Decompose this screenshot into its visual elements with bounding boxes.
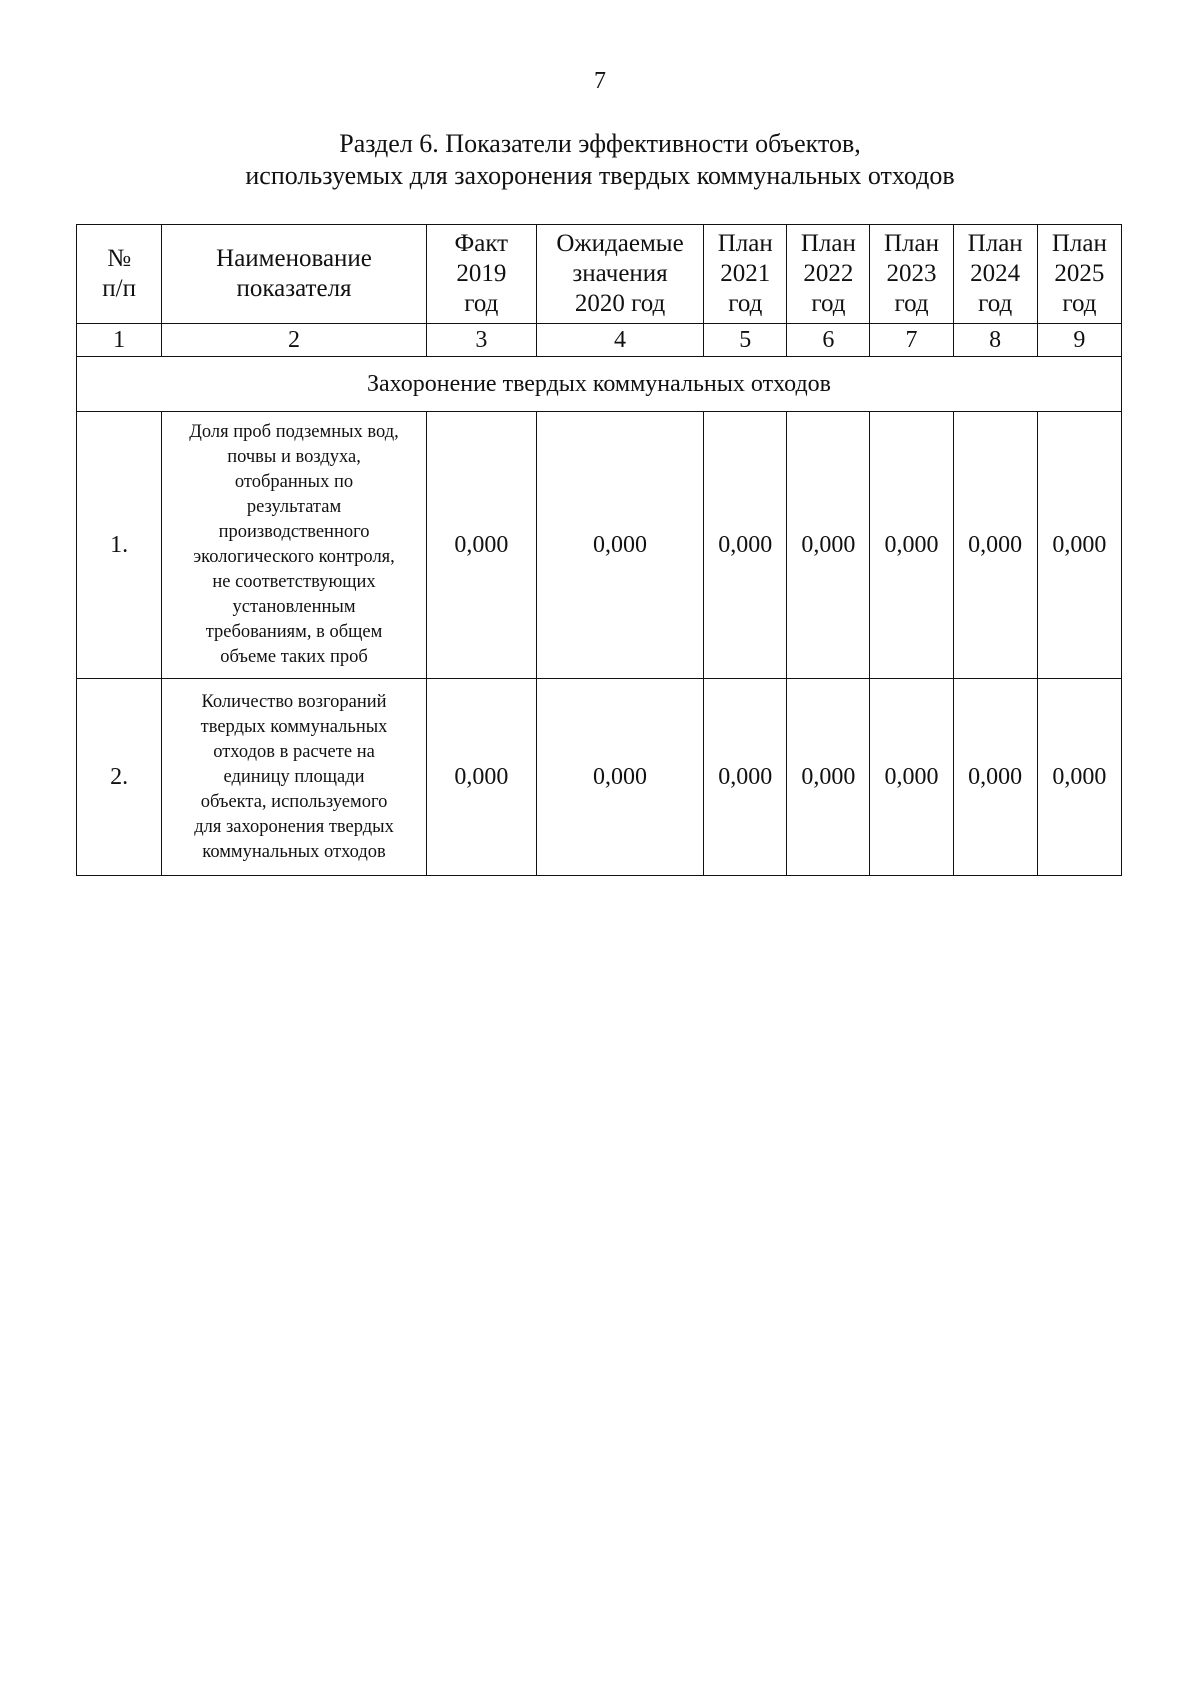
header-row [77,225,1122,324]
value-plan-2024: 0,000 [953,412,1037,679]
value-plan-2021: 0,000 [704,412,787,679]
indicators-table [76,224,1122,876]
row-number: 1. [77,412,162,679]
column-number: 4 [536,324,703,357]
indicator-name [162,412,426,679]
group-label: Захоронение твердых коммунальных отходов [77,357,1122,412]
indicator-name-line: Количество возгораний [201,691,387,712]
indicator-name-line: требованиям, в общем [205,622,383,642]
header-cell-plan-2024: План 2024 год [953,225,1037,324]
indicator-name-line: результатам [246,497,342,517]
section-title-line-1: Раздел 6. Показатели эффективности объектов, [339,129,861,158]
value-plan-2023: 0,000 [870,412,953,679]
column-number-row [77,324,1122,357]
indicator-name-line: отходов в расчете на [213,741,375,762]
value-plan-2022: 0,000 [787,679,870,876]
indicator-name-line: почвы и воздуха, [227,447,361,467]
column-number: 8 [953,324,1037,357]
indicator-name-line: Доля проб подземных вод, [189,422,399,442]
value-plan-2025: 0,000 [1037,679,1121,876]
value-plan-2025: 0,000 [1037,412,1121,679]
header-cell-plan-2023: План 2023 год [870,225,953,324]
indicator-name-line: объеме таких проб [220,647,368,667]
indicator-name-line: для захоронения твердых [194,816,394,837]
value-fact-2019: 0,000 [426,679,536,876]
value-expected-2020: 0,000 [536,679,703,876]
value-expected-2020: 0,000 [536,412,703,679]
indicator-name-line: не соответствующих [212,572,376,592]
header-cell-plan-2022: План 2022 год [787,225,870,324]
column-number: 6 [787,324,870,357]
value-fact-2019: 0,000 [426,412,536,679]
indicator-name-line: твердых коммунальных [200,716,388,737]
header-cell-fact-2019: Факт 2019 год [426,225,536,324]
indicator-name-line: коммунальных отходов [202,841,386,862]
indicator-name-line: производственного [218,522,370,542]
value-plan-2024: 0,000 [953,679,1037,876]
header-cell-name: Наименование показателя [162,225,426,324]
table-row [77,679,1122,876]
indicator-name [162,679,426,876]
indicator-name-line: установленным [232,597,356,617]
indicator-name-line: единицу площади [223,766,365,787]
section-title [0,128,1200,192]
value-plan-2023: 0,000 [870,679,953,876]
indicator-name-line: отобранных по [234,472,354,492]
column-number: 9 [1037,324,1121,357]
column-number: 7 [870,324,953,357]
header-cell-number: № п/п [77,225,162,324]
header-cell-expected-2020: Ожидаемые значения 2020 год [536,225,703,324]
column-number: 3 [426,324,536,357]
column-number: 2 [162,324,426,357]
value-plan-2022: 0,000 [787,412,870,679]
page-number: 7 [594,68,606,94]
indicator-name-line: объекта, используемого [200,791,388,812]
row-number: 2. [77,679,162,876]
table-row [77,412,1122,679]
header-cell-plan-2025: План 2025 год [1037,225,1121,324]
indicator-name-line: экологического контроля, [193,547,395,567]
column-number: 5 [704,324,787,357]
section-title-line-2: используемых для захоронения твердых коммунальных отходов [245,161,955,190]
header-cell-plan-2021: План 2021 год [704,225,787,324]
column-number: 1 [77,324,162,357]
group-row [77,357,1122,412]
value-plan-2021: 0,000 [704,679,787,876]
